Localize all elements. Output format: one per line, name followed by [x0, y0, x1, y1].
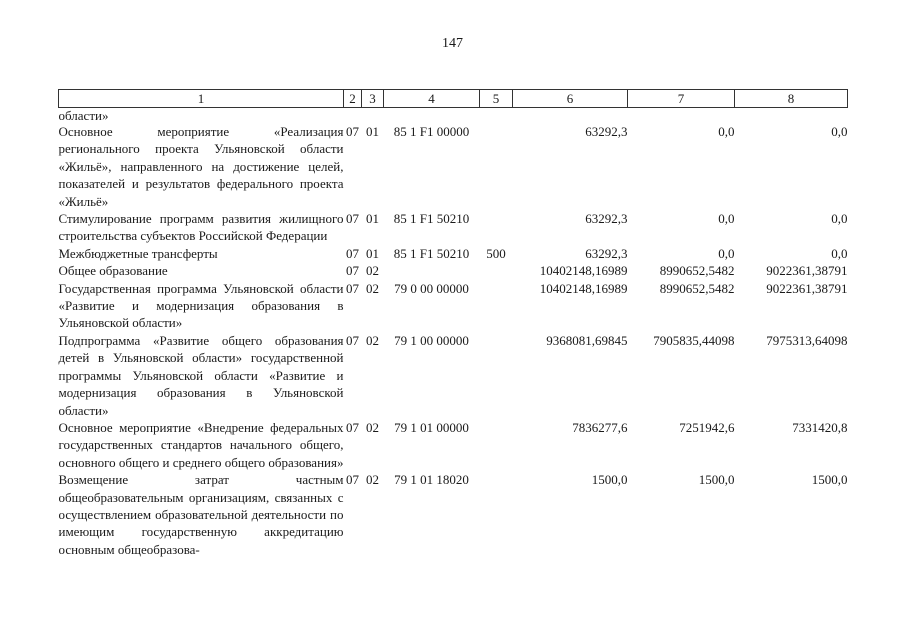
- row-expense-type: [480, 419, 513, 471]
- row-subsection: 02: [366, 419, 379, 435]
- row-subsection: 02: [366, 280, 379, 296]
- row-amount-6: 9368081,69845: [546, 332, 628, 348]
- row-subsection: 01: [366, 211, 379, 227]
- table-row: [59, 245, 848, 262]
- row-amount-6: 10402148,16989: [539, 263, 628, 279]
- row-amount-8: [735, 108, 848, 124]
- row-target-code: 79 0 00 00000: [394, 280, 469, 296]
- row-section: 07: [346, 245, 359, 261]
- row-subsection: [362, 108, 384, 124]
- row-amount-7: 8990652,5482: [659, 263, 735, 279]
- row-target-code: 85 1 F1 50210: [393, 211, 470, 227]
- col-header-2: 2: [344, 90, 362, 108]
- row-amount-8: 9022361,38791: [766, 263, 848, 279]
- table-row: [59, 471, 848, 558]
- row-name: Общее образование: [58, 263, 168, 279]
- row-section: 07: [346, 211, 359, 227]
- col-header-8: 8: [735, 90, 848, 108]
- row-amount-6: 1500,0: [591, 472, 628, 488]
- row-expense-type: [480, 332, 513, 419]
- row-expense-type: [480, 471, 513, 558]
- row-section: 07: [346, 263, 359, 279]
- budget-table: [58, 89, 848, 558]
- page-number: 147: [442, 36, 463, 51]
- row-expense-type: [480, 123, 513, 210]
- row-target-code: 85 1 F1 50210: [393, 245, 470, 261]
- row-amount-8: 9022361,38791: [766, 280, 848, 296]
- row-target-code: 85 1 F1 00000: [393, 124, 470, 139]
- col-header-7: 7: [628, 90, 735, 108]
- row-amount-7: 0,0: [718, 211, 735, 227]
- row-amount-6: 7836277,6: [572, 419, 628, 435]
- row-amount-6: [513, 108, 628, 124]
- row-expense-type: [480, 108, 513, 124]
- row-target-code: 79 1 00 00000: [394, 332, 469, 348]
- row-target-code: 79 1 01 00000: [394, 419, 469, 435]
- col-header-6: 6: [513, 90, 628, 108]
- row-amount-6: 63292,3: [585, 124, 628, 139]
- row-amount-7: 1500,0: [698, 472, 735, 488]
- row-section: 07: [346, 124, 359, 139]
- row-expense-type: [480, 210, 513, 245]
- row-expense-type: [480, 262, 513, 279]
- row-section: 07: [346, 280, 359, 296]
- row-amount-7: 7905835,44098: [653, 332, 735, 348]
- row-amount-7: 7251942,6: [679, 419, 735, 435]
- row-name: Основное мероприятие «Реализация регионального проекта Ульяновской области «Жильё», направленного на достижение целей, показателей и результатов федерального проекта «Жильё»: [58, 124, 344, 209]
- col-header-1: 1: [59, 90, 344, 108]
- row-amount-8: 1500,0: [811, 472, 848, 488]
- table-row: [59, 280, 848, 332]
- table-row: [59, 262, 848, 279]
- row-section: 07: [346, 419, 359, 435]
- row-expense-type: 500: [486, 245, 506, 261]
- row-amount-8: 7331420,8: [792, 419, 848, 435]
- row-amount-7: 0,0: [718, 245, 735, 261]
- row-target-code: [384, 108, 480, 124]
- row-section: 07: [346, 332, 359, 348]
- row-name: Межбюджетные трансферты: [58, 245, 218, 261]
- table-row: [59, 332, 848, 419]
- table-row: [59, 210, 848, 245]
- row-subsection: 02: [366, 263, 379, 279]
- row-name: области»: [58, 108, 109, 123]
- row-name: Подпрограмма «Развитие общего образования детей в Ульяновской области» государственной программы Ульяновской области «Развитие и модернизация образования в Ульяновской области»: [58, 332, 344, 418]
- row-subsection: 01: [366, 124, 379, 139]
- row-subsection: 02: [366, 472, 379, 488]
- row-name: Стимулирование программ развития жилищного строительства субъектов Российской Федерации: [58, 211, 344, 244]
- row-amount-6: 10402148,16989: [539, 280, 628, 296]
- col-header-3: 3: [362, 90, 384, 108]
- table-row: [59, 419, 848, 471]
- table-row: [59, 123, 848, 210]
- row-section: 07: [346, 472, 359, 488]
- row-name: Государственная программа Ульяновской области «Развитие и модернизация образования в Ульяновской области»: [58, 280, 344, 331]
- row-amount-7: 0,0: [718, 124, 735, 139]
- row-amount-6: 63292,3: [585, 211, 628, 227]
- row-target-code: [384, 262, 480, 279]
- row-expense-type: [480, 280, 513, 332]
- table-row: [59, 108, 848, 124]
- row-subsection: 02: [366, 332, 379, 348]
- header-row: [59, 90, 848, 108]
- row-amount-7: [628, 108, 735, 124]
- row-subsection: 01: [366, 245, 379, 261]
- row-amount-8: 0,0: [831, 211, 848, 227]
- row-amount-6: 63292,3: [585, 245, 628, 261]
- row-amount-7: 8990652,5482: [659, 280, 735, 296]
- row-amount-8: 0,0: [831, 124, 848, 139]
- row-section: [344, 108, 362, 124]
- col-header-5: 5: [480, 90, 513, 108]
- row-amount-8: 0,0: [831, 245, 848, 261]
- row-name: Возмещение затрат частным общеобразовательным организациям, связанных с осуществлением образовательной деятельности по имеющим государственную аккредитацию основным общеобразова-: [58, 472, 344, 557]
- row-name: Основное мероприятие «Внедрение федеральных государственных стандартов начального общего, основного общего и среднего общего образования»: [58, 419, 344, 470]
- row-amount-8: 7975313,64098: [766, 332, 848, 348]
- row-target-code: 79 1 01 18020: [394, 472, 469, 488]
- col-header-4: 4: [384, 90, 480, 108]
